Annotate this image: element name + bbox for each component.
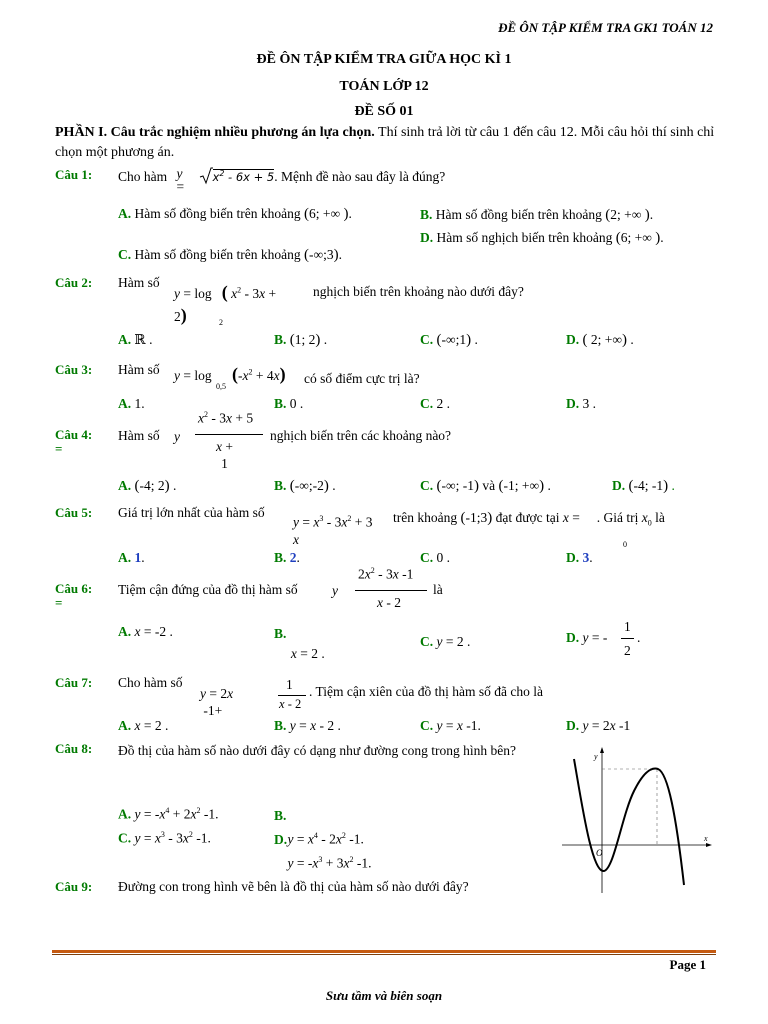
option-c[interactable]: C. y = x -1.	[420, 718, 481, 733]
x-axis-arrow	[706, 843, 712, 847]
question-number: Câu 9:	[55, 879, 93, 894]
footer-credit: Sưu tầm và biên soạn	[325, 988, 443, 1003]
option-b[interactable]: B. 2.	[274, 550, 300, 565]
option-d[interactable]: D. (-4; -1) .	[612, 478, 675, 494]
option-d[interactable]: D. y = -	[566, 630, 608, 645]
document-header: ĐỀ ÔN TẬP KIỂM TRA GK1 TOÁN 12	[498, 20, 713, 35]
option-a[interactable]: A. (-4; 2) .	[118, 478, 177, 494]
option-b[interactable]: B. x = 2 .	[274, 626, 325, 661]
x-axis-label: x	[704, 834, 708, 843]
math-expr: $y = x^3 - 3x^2 + 3$ x	[293, 514, 373, 547]
math-expr-cont: 2)	[174, 305, 187, 325]
question-number: Câu 1:	[55, 167, 93, 182]
question-lead: Tiệm cận đứng của đồ thị hàm số	[118, 582, 298, 597]
option-b[interactable]: B. 0 .	[274, 396, 304, 411]
log-base: 2	[219, 318, 223, 327]
log-base: 0,5	[216, 382, 226, 391]
question-tail: nghịch biến trên các khoảng nào?	[270, 428, 452, 443]
fraction-numerator: 1	[624, 619, 631, 634]
question-tail: là	[433, 582, 443, 597]
option-c[interactable]: C. y = 2 .	[420, 634, 471, 649]
option-d[interactable]: D. 3.	[566, 550, 593, 565]
question-tail: có số điểm cực trị là?	[304, 371, 420, 386]
fraction-denominator: 2	[624, 643, 631, 658]
math-expr: y =	[176, 166, 185, 194]
question-tail: . Mệnh đề nào sau đây là đúng?	[274, 169, 446, 184]
option-b[interactable]: B. $y = x^4 - 2x^2$ -1.	[274, 808, 364, 847]
question-number: Câu 3:	[55, 362, 93, 377]
fraction-numerator: 1	[286, 677, 293, 692]
page-number: Page 1	[669, 957, 706, 972]
question-lead: Giá trị lớn nhất của hàm số	[118, 505, 265, 520]
part-instructions	[55, 123, 715, 163]
question-lead: Cho hàm	[118, 169, 168, 184]
option-a[interactable]: A. x = -2 .	[118, 624, 173, 639]
option-b[interactable]: B. (1; 2) .	[274, 332, 328, 348]
math-expr: y = 2x -1+	[200, 686, 234, 718]
part-heading: PHẦN I. Câu trắc nghiệm nhiều phương án lựa chọn.	[55, 125, 375, 140]
option-b[interactable]: B. Hàm số đồng biến trên khoảng (2; +∞ ).	[420, 207, 654, 223]
option-d[interactable]: D. ( 2; +∞) .	[566, 332, 634, 348]
option-b[interactable]: B. (-∞;-2) .	[274, 478, 336, 494]
option-c[interactable]: C. Hàm số đồng biến trên khoảng (-∞;3).	[118, 247, 342, 263]
option-d[interactable]: D. $y = -x^3 + 3x^2$ -1.	[274, 832, 372, 871]
question-tail: trên khoảng (-1;3) đạt được tại x = . Giá trị $x_0$ là	[393, 510, 665, 528]
radicand: $x^2 - 6x + 5$	[212, 169, 275, 184]
y-axis-label: y	[594, 752, 598, 761]
fraction-bar	[621, 638, 634, 639]
math-expr: y = log ( $x^2 - 3x$ +	[174, 282, 277, 302]
option-a[interactable]: A. 1.	[118, 396, 145, 411]
fraction-denominator: x - 2	[377, 595, 401, 610]
question-number: Câu 7:	[55, 675, 93, 690]
footer-rule-thin	[52, 954, 716, 955]
option-d[interactable]: D. Hàm số nghịch biến trên khoảng (6; +∞ ).	[420, 230, 664, 246]
exam-title: ĐỀ ÔN TẬP KIỂM TRA GIỮA HỌC KÌ 1	[256, 52, 512, 67]
option-c[interactable]: C. (-∞;1) .	[420, 332, 478, 348]
option-a[interactable]: A. ℝ .	[118, 332, 153, 347]
fraction-bar	[278, 695, 306, 696]
question-lead: Hàm số	[118, 428, 160, 443]
cubic-curve	[574, 759, 684, 885]
fraction-denominator: x + 1	[216, 439, 233, 471]
option-d[interactable]: D. y = 2x -1	[566, 718, 631, 733]
option-c[interactable]: C. $y = x^3 - 3x^2$ -1.	[118, 830, 211, 846]
question-number: Câu 5:	[55, 505, 93, 520]
radical-sign	[199, 167, 213, 185]
option-a[interactable]: A. $y = -x^4 + 2x^2$ -1.	[118, 806, 219, 822]
math-expr: y = log	[174, 368, 212, 383]
fraction-numerator: $2x^2 - 3x$ -1	[358, 566, 414, 582]
question-number: Câu 4: =	[55, 427, 93, 456]
question-tail: . Tiệm cận xiên của đồ thị hàm số đã cho là	[309, 684, 543, 699]
option-c[interactable]: C. (-∞; -1) và (-1; +∞) .	[420, 478, 551, 494]
fraction-numerator: $x^2 - 3x + 5$	[198, 410, 254, 426]
fraction-denominator: x - 2	[279, 697, 302, 711]
question-1-text	[118, 167, 445, 193]
question-number: Câu 2:	[55, 275, 93, 290]
math-arg: $(-x^2 + 4x)$	[232, 364, 286, 384]
subscript-zero: 0	[623, 540, 627, 549]
footer-rule	[52, 950, 716, 953]
question-lead: Hàm số	[118, 275, 160, 290]
option-b[interactable]: B. y = x - 2 .	[274, 718, 341, 733]
question-number: Câu 8:	[55, 741, 93, 756]
option-a[interactable]: A. x = 2 .	[118, 718, 169, 733]
fraction-bar	[355, 590, 427, 591]
math-lhs: y	[332, 583, 338, 598]
question-tail: nghịch biến trên khoảng nào dưới đây?	[313, 284, 524, 299]
option-a[interactable]: A. Hàm số đồng biến trên khoảng (6; +∞ ).	[118, 206, 352, 222]
fraction-bar	[195, 434, 263, 435]
question-lead: Cho hàm số	[118, 675, 183, 690]
y-axis-arrow	[600, 747, 604, 753]
function-graph	[558, 745, 714, 895]
period: .	[637, 630, 641, 645]
question-number: Câu 6: =	[55, 581, 93, 610]
test-number: ĐỀ SỐ 01	[354, 104, 414, 119]
origin-label: O	[596, 848, 603, 858]
grade-title: TOÁN LỚP 12	[339, 79, 429, 94]
option-a[interactable]: A. 1.	[118, 550, 145, 565]
question-text: Đường con trong hình vẽ bên là đồ thị của hàm số nào dưới đây?	[118, 879, 469, 894]
question-text: Đồ thị của hàm số nào dưới đây có dạng như đường cong trong hình bên?	[118, 743, 517, 758]
option-d[interactable]: D. 3 .	[566, 396, 596, 411]
option-c[interactable]: C. 0 .	[420, 550, 450, 565]
math-lhs: y	[174, 429, 180, 444]
question-lead: Hàm số	[118, 362, 160, 377]
part-text: Thí sinh trả lời từ câu 1 đến câu 12. Mỗi câu hỏi thí sinh chỉ chọn một phương án.	[55, 125, 715, 160]
option-c[interactable]: C. 2 .	[420, 396, 450, 411]
